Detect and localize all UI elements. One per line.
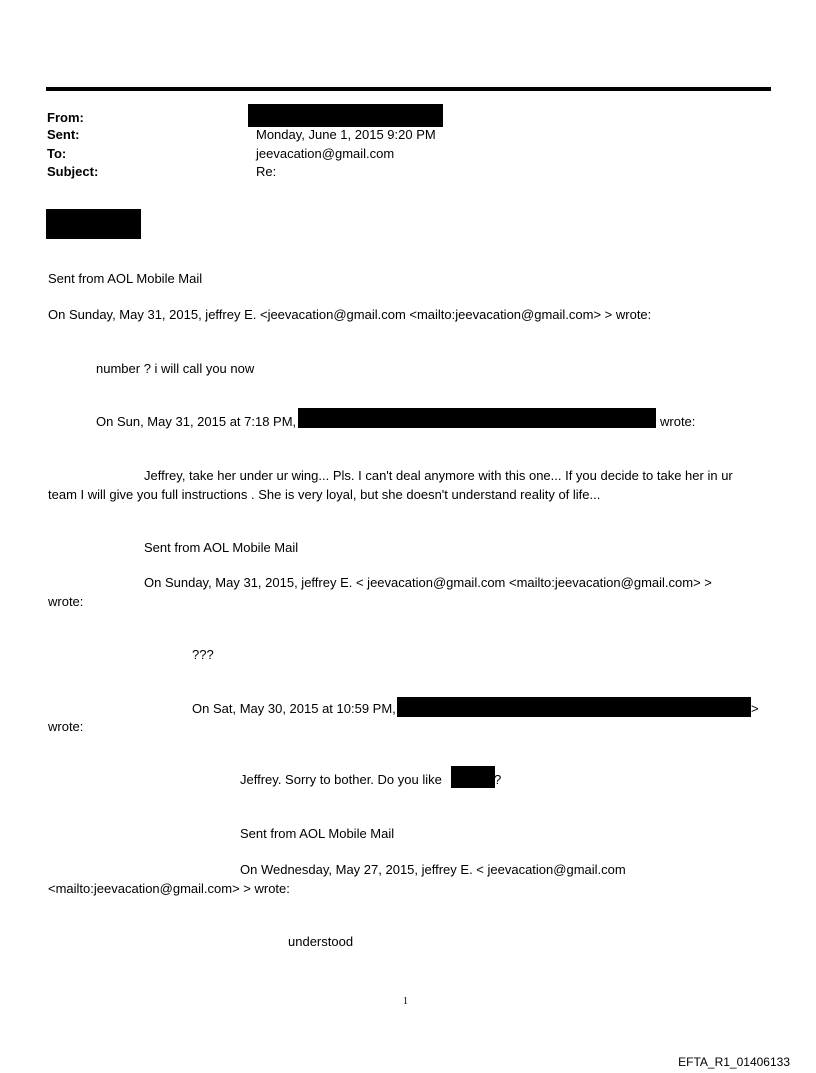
quote-header-3-line-2: wrote: — [48, 594, 84, 609]
quote-header-4-line-2: wrote: — [48, 719, 84, 734]
quote-header-4-prefix: On Sat, May 30, 2015 at 10:59 PM, — [192, 701, 396, 716]
page-number: 1 — [403, 996, 408, 1007]
document-id: EFTA_R1_01406133 — [678, 1055, 790, 1069]
quote-header-1: On Sunday, May 31, 2015, jeffrey E. <jeevacation@gmail.com <mailto:jeevacation@gmail.com> > wrote: — [48, 307, 652, 322]
subject-label: Subject: — [47, 164, 99, 179]
reply-1: number ? i will call you now — [96, 361, 255, 376]
from-label: From: — [47, 110, 84, 125]
quote-header-5-line-1: On Wednesday, May 27, 2015, jeffrey E. < jeevacation@gmail.com — [240, 862, 626, 877]
reply-5: understood — [288, 934, 354, 949]
header-rule — [46, 87, 771, 91]
sender-redaction-2 — [298, 408, 656, 428]
sent-label: Sent: — [47, 127, 80, 142]
body-redaction — [46, 209, 141, 239]
sent-value: Monday, June 1, 2015 9:20 PM — [256, 127, 436, 142]
subject-value: Re: — [256, 164, 277, 179]
message-4-prefix: Jeffrey. Sorry to bother. Do you like — [240, 772, 442, 787]
message-2-line-1: Jeffrey, take her under ur wing... Pls. I can't deal anymore with this one... If you decide to take her in ur — [144, 468, 733, 483]
reply-3: ??? — [192, 647, 214, 662]
quote-header-3-line-1: On Sunday, May 31, 2015, jeffrey E. < jeevacation@gmail.com <mailto:jeevacation@gmail.com> > — [144, 575, 712, 590]
message-2-line-2: team I will give you full instructions . She is very loyal, but she doesn't understand reality of life... — [48, 487, 601, 502]
quote-header-2-suffix: wrote: — [660, 414, 696, 429]
word-redaction-4 — [451, 766, 495, 788]
to-label: To: — [47, 146, 67, 161]
sent-from-line-1: Sent from AOL Mobile Mail — [48, 271, 203, 286]
sender-redaction-4 — [397, 697, 751, 717]
message-4-suffix: ? — [494, 772, 502, 787]
to-value: jeevacation@gmail.com — [256, 146, 395, 161]
sent-from-line-3: Sent from AOL Mobile Mail — [240, 826, 395, 841]
quote-header-2-prefix: On Sun, May 31, 2015 at 7:18 PM, — [96, 414, 297, 429]
from-redaction — [248, 104, 443, 127]
quote-header-5-line-2: <mailto:jeevacation@gmail.com> > wrote: — [48, 881, 290, 896]
sent-from-line-2: Sent from AOL Mobile Mail — [144, 540, 299, 555]
quote-header-4-suffix: > — [751, 701, 759, 716]
